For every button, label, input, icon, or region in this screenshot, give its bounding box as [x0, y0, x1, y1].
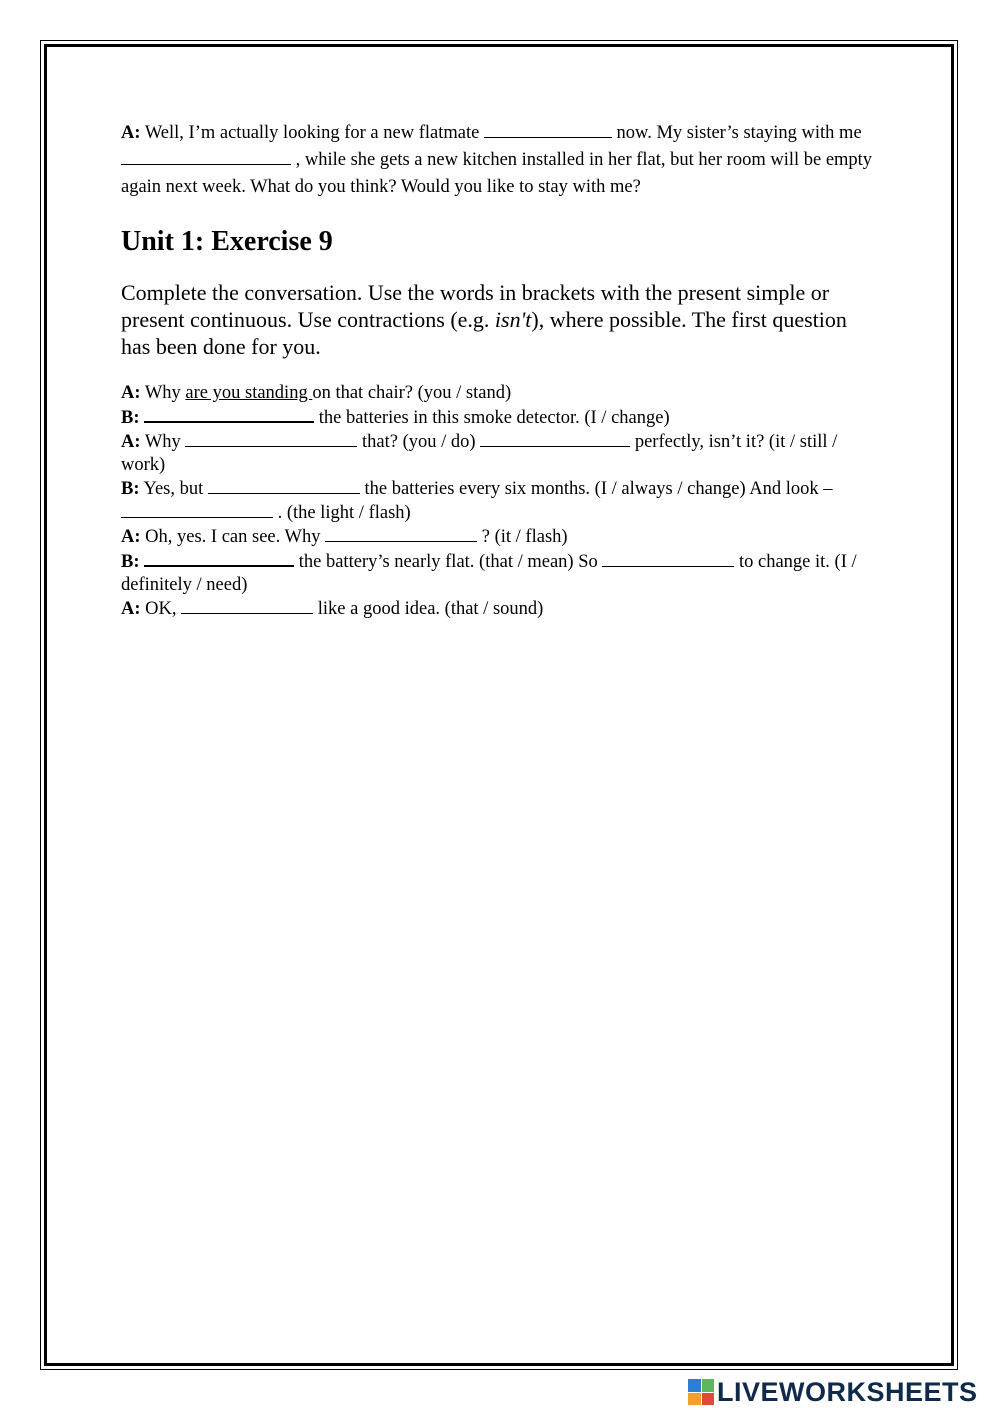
- speaker-label: B:: [121, 408, 140, 428]
- answer-blank[interactable]: [185, 430, 357, 447]
- dialogue-line: [121, 477, 881, 525]
- intro-text-1: Well, I’m actually looking for a new flatmate: [140, 123, 484, 143]
- line-text: the batteries in this smoke detector. (I / change): [314, 408, 670, 428]
- intro-paragraph: [121, 120, 881, 201]
- answer-blank[interactable]: [144, 405, 314, 423]
- line-text: on that chair? (you / stand): [312, 383, 512, 403]
- line-text: Why: [140, 383, 186, 403]
- instruction-text-2: ), where possible. The first question has been done for you.: [121, 307, 847, 359]
- exercise-instruction: [121, 279, 881, 360]
- answer-blank[interactable]: [208, 477, 360, 494]
- answer-blank[interactable]: [144, 549, 294, 567]
- line-text: Why: [140, 432, 186, 452]
- intro-text-2: now. My sister’s staying with me: [611, 123, 862, 143]
- exercise-title: Unit 1: Exercise 9: [121, 226, 333, 257]
- logo-text: LIVEWORKSHEETS: [717, 1376, 978, 1407]
- example-answer: are you standing: [185, 383, 313, 403]
- line-text: Oh, yes. I can see. Why: [140, 527, 326, 547]
- line-text: to change it. (I / definitely / need): [121, 552, 857, 595]
- answer-blank[interactable]: [181, 597, 313, 614]
- intro-text-3: , while she gets a new kitchen installed in her flat, but her room will be empty again next week. What do you think? Would you like to stay with me?: [121, 150, 873, 197]
- line-text: OK,: [140, 599, 182, 619]
- speaker-label: A:: [121, 123, 141, 143]
- dialogue-line: [121, 405, 881, 430]
- dialogue-line: [121, 525, 881, 549]
- line-text: that? (you / do): [357, 432, 481, 452]
- instruction-text-1: Complete the conversation. Use the words in brackets with the present simple or present continuous. Use contractions (e.g.: [121, 280, 830, 332]
- line-text: . (the light / flash): [273, 503, 411, 523]
- line-text: Yes, but: [139, 479, 208, 499]
- speaker-label: A:: [121, 383, 141, 403]
- speaker-label: A:: [121, 527, 141, 547]
- instruction-example: isn't: [494, 307, 532, 332]
- worksheet-content: [121, 120, 881, 621]
- dialogue-line: [121, 382, 881, 405]
- speaker-label: A:: [121, 432, 141, 452]
- speaker-label: A:: [121, 599, 141, 619]
- liveworksheets-logo[interactable]: [688, 1377, 978, 1407]
- speaker-label: B:: [121, 552, 140, 572]
- dialogue-line: [121, 549, 881, 597]
- line-text: the battery’s nearly flat. (that / mean) So: [294, 552, 603, 572]
- dialogue: [121, 382, 881, 621]
- line-text: like a good idea. (that / sound): [313, 599, 544, 619]
- answer-blank[interactable]: [121, 148, 291, 165]
- liveworksheets-mark-icon: [688, 1379, 714, 1405]
- answer-blank[interactable]: [480, 430, 630, 447]
- answer-blank[interactable]: [484, 121, 612, 138]
- line-text: the batteries every six months. (I / always / change) And look –: [359, 479, 833, 499]
- speaker-label: B:: [121, 479, 140, 499]
- answer-blank[interactable]: [602, 550, 734, 567]
- answer-blank[interactable]: [325, 525, 477, 542]
- answer-blank[interactable]: [121, 501, 273, 518]
- line-text: ? (it / flash): [477, 527, 568, 547]
- dialogue-line: [121, 430, 881, 477]
- line-text: perfectly, isn’t it? (it / still / work): [121, 432, 838, 475]
- dialogue-line: [121, 597, 881, 621]
